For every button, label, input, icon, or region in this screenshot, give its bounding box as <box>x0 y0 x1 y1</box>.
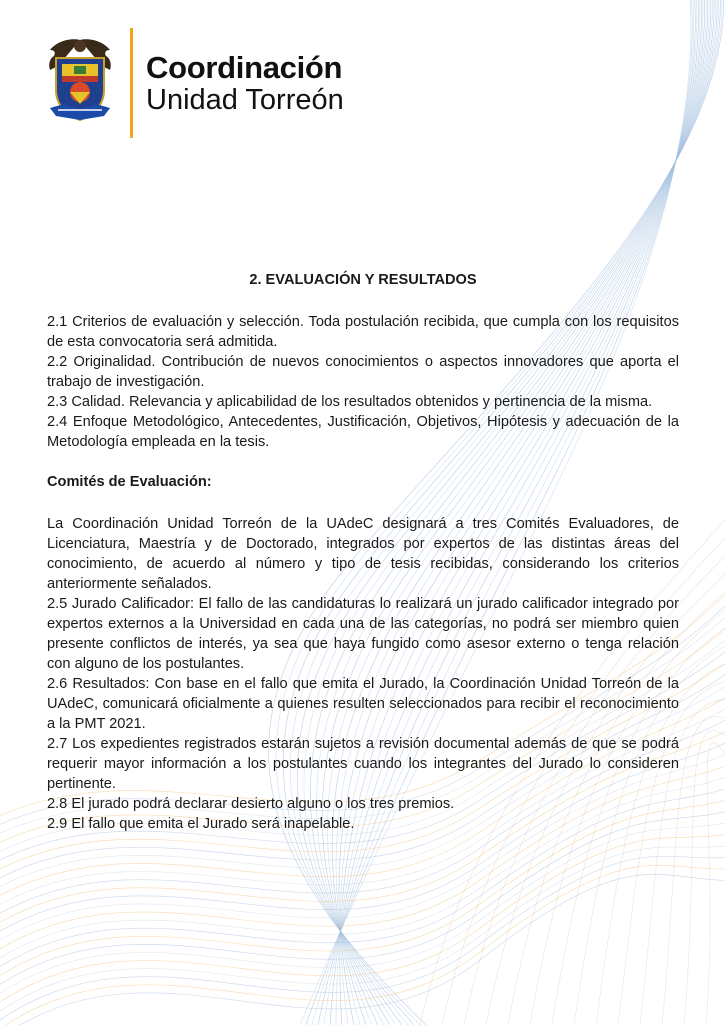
org-subtitle: Unidad Torreón <box>146 84 344 116</box>
section-heading: 2. EVALUACIÓN Y RESULTADOS <box>249 272 477 288</box>
criteria-item: 2.2 Originalidad. Contribución de nuevos conocimientos o aspectos innovadores que aporta el trabajo de investigación. <box>47 354 679 390</box>
committee-paragraph: 2.9 El fallo que emita el Jurado será inapelable. <box>47 816 355 832</box>
committee-paragraph: La Coordinación Unidad Torreón de la UAdeC designará a tres Comités Evaluadores, de Licenciatura, Maestría y de Doctorado, integrados por expertos de las distintas áreas del conocimiento, de acuerdo al número y tipo de tesis recibidas, considerando los criterios anteriormente señalados. <box>47 516 679 592</box>
letterhead <box>44 28 404 140</box>
committee-paragraph: 2.7 Los expedientes registrados estarán sujetos a revisión documental además de que se podrá requerir mayor información a los postulantes cuando los integrantes del Jurado lo consideren pertinente. <box>47 736 679 792</box>
wave-line <box>706 743 725 1025</box>
criteria-item: 2.1 Criterios de evaluación y selección. Toda postulación recibida, que cumpla con los requisitos de esta convocatoria será admitida. <box>47 314 679 350</box>
committee-paragraph: 2.5 Jurado Calificador: El fallo de las candidaturas lo realizará un jurado calificador integrado por expertos externos a la Universidad en cada una de las categorías, no podrá ser miembro quien presente conflictos de interés, ya sea que haya fungido como asesor externo o tenga relación con alguno de los postulantes. <box>47 596 679 672</box>
committee-heading: Comités de Evaluación: <box>47 474 212 490</box>
header-divider <box>130 28 133 138</box>
org-title: Coordinación <box>146 50 343 85</box>
university-seal-icon <box>44 36 116 122</box>
committee-paragraph: 2.8 El jurado podrá declarar desierto alguno o los tres premios. <box>47 796 455 812</box>
wave-line <box>0 844 725 1018</box>
document-body <box>47 270 679 834</box>
criteria-item: 2.4 Enfoque Metodológico, Antecedentes, Justificación, Objetivos, Hipótesis y adecuación de la Metodología empleada en la tesis. <box>47 414 679 450</box>
wave-line <box>684 731 725 1025</box>
criteria-item: 2.3 Calidad. Relevancia y aplicabilidad de los resultados obtenidos y pertinencia de la misma. <box>47 394 653 410</box>
committee-paragraph: 2.6 Resultados: Con base en el fallo que emita el Jurado, la Coordinación Unidad Torreón de la UAdeC, comunicará oficialmente a quienes resulten seleccionados para recibir el reconocimiento a la PMT 2021. <box>47 676 679 732</box>
